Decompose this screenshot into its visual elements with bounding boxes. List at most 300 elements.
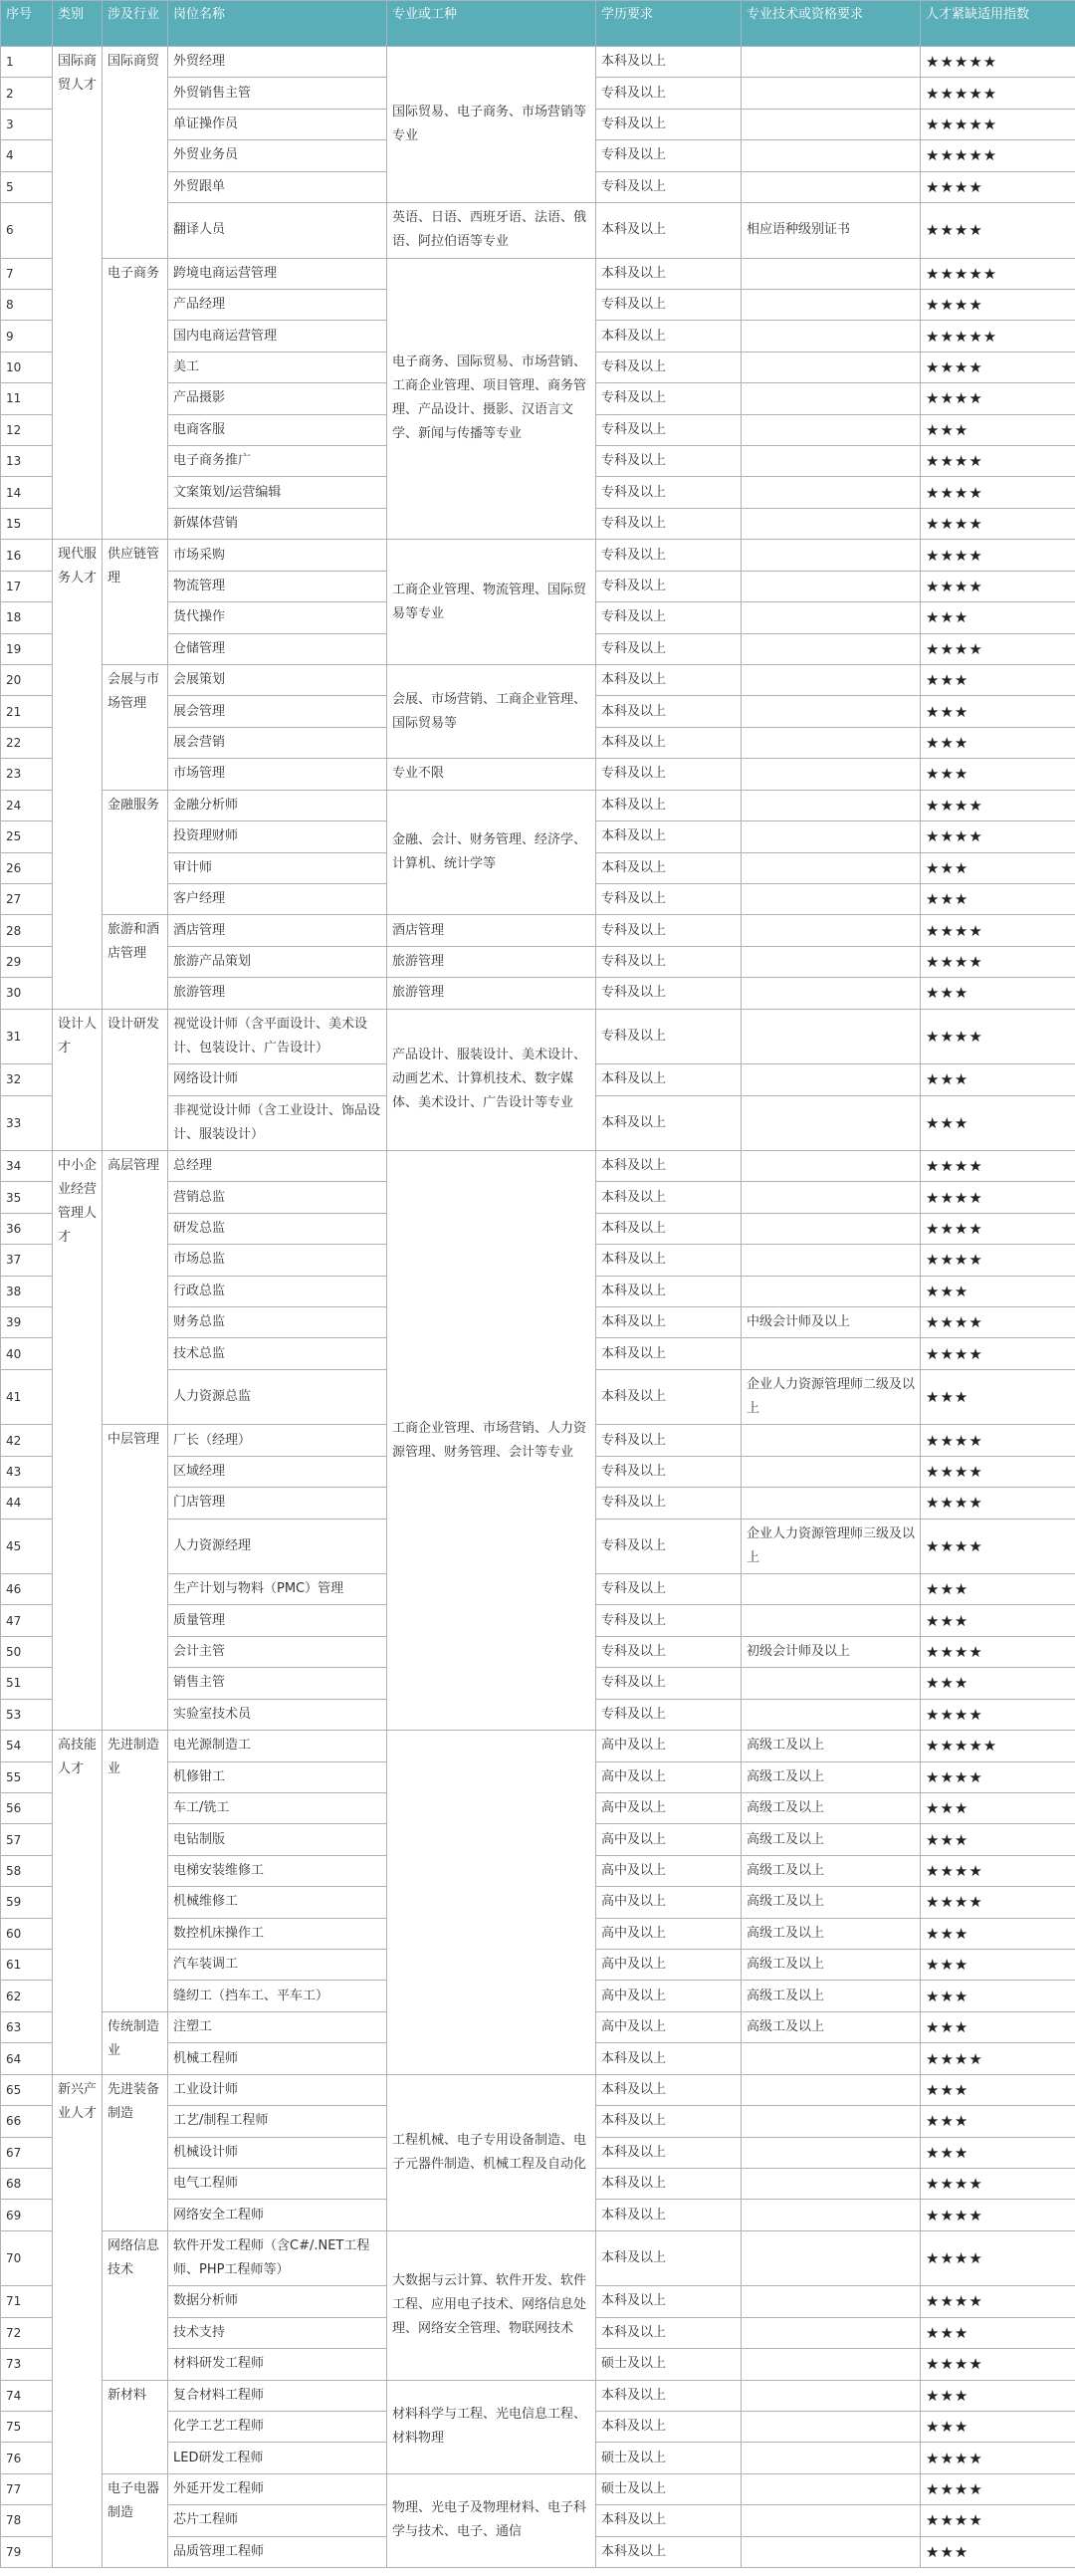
education-requirement: 专科及以上 [596,1699,742,1730]
position-name: 芯片工程师 [168,2505,387,2536]
industry-cell: 电子电器制造 [103,2473,168,2567]
position-name: 工艺/制程工程师 [168,2106,387,2137]
row-number: 26 [1,852,53,883]
table-row [1,258,1075,289]
education-requirement: 本科及以上 [596,2137,742,2168]
shortage-index-stars: ★★★★ [921,2169,1075,2200]
education-requirement: 本科及以上 [596,696,742,727]
position-name: 旅游管理 [168,978,387,1009]
header-certificate: 专业技术或资格要求 [742,1,921,47]
industry-cell: 会展与市场管理 [103,665,168,791]
certificate-requirement: 高级工及以上 [742,1731,921,1761]
position-name: 质量管理 [168,1605,387,1636]
shortage-index-stars: ★★★★ [921,2443,1075,2473]
certificate-requirement [742,2043,921,2074]
shortage-index-stars: ★★★★ [921,351,1075,382]
shortage-index-stars: ★★★★ [921,289,1075,320]
position-name: 文案策划/运营编辑 [168,477,387,508]
position-name: 区域经理 [168,1456,387,1487]
row-number: 30 [1,978,53,1009]
certificate-requirement [742,1456,921,1487]
shortage-index-stars: ★★★ [921,665,1075,696]
position-name: 电商客服 [168,414,387,445]
row-number: 64 [1,2043,53,2074]
certificate-requirement: 高级工及以上 [742,1761,921,1792]
certificate-requirement [742,571,921,601]
certificate-requirement: 高级工及以上 [742,2011,921,2042]
row-number: 24 [1,790,53,820]
certificate-requirement [742,665,921,696]
position-name: 技术总监 [168,1338,387,1369]
major-cell: 工商企业管理、物流管理、国际贸易等专业 [387,540,596,665]
certificate-requirement [742,1573,921,1604]
certificate-requirement [742,2349,921,2380]
education-requirement: 高中及以上 [596,1887,742,1918]
certificate-requirement [742,1338,921,1369]
certificate-requirement [742,1095,921,1150]
row-number: 44 [1,1488,53,1519]
position-name: 电钻制版 [168,1824,387,1855]
table-row [1,915,1075,946]
row-number: 70 [1,2230,53,2285]
shortage-index-stars: ★★★ [921,1950,1075,1981]
certificate-requirement [742,1276,921,1306]
shortage-index-stars: ★★★★★ [921,321,1075,351]
shortage-index-stars: ★★★★ [921,915,1075,946]
table-row [1,540,1075,571]
education-requirement: 专科及以上 [596,540,742,571]
industry-cell: 电子商务 [103,258,168,540]
position-name: 金融分析师 [168,790,387,820]
position-name: 单证操作员 [168,109,387,139]
industry-cell: 金融服务 [103,790,168,915]
position-name: 技术支持 [168,2317,387,2348]
row-number: 66 [1,2106,53,2137]
row-number: 17 [1,571,53,601]
major-cell [387,1731,596,2075]
shortage-index-stars: ★★★ [921,414,1075,445]
position-name: 电子商务推广 [168,446,387,477]
position-name: 网络设计师 [168,1064,387,1095]
industry-cell: 国际商贸 [103,47,168,259]
shortage-index-stars: ★★★★ [921,1456,1075,1487]
position-name: 外贸经理 [168,47,387,78]
position-name: 审计师 [168,852,387,883]
shortage-index-stars: ★★★★★ [921,1731,1075,1761]
position-name: 材料研发工程师 [168,2349,387,2380]
row-number: 18 [1,602,53,633]
position-name: 酒店管理 [168,915,387,946]
position-name: 跨境电商运营管理 [168,258,387,289]
shortage-index-stars: ★★★★ [921,790,1075,820]
certificate-requirement [742,2536,921,2567]
major-cell: 工程机械、电子专用设备制造、电子元器件制造、机械工程及自动化 [387,2074,596,2230]
position-name: 机械设计师 [168,2137,387,2168]
position-name: 工业设计师 [168,2074,387,2105]
shortage-index-stars: ★★★★ [921,1307,1075,1338]
certificate-requirement [742,351,921,382]
row-number: 63 [1,2011,53,2042]
position-name: 厂长（经理） [168,1425,387,1456]
position-name: 行政总监 [168,1276,387,1306]
row-number: 51 [1,1668,53,1699]
certificate-requirement: 高级工及以上 [742,1855,921,1886]
major-cell: 材料科学与工程、光电信息工程、材料物理 [387,2380,596,2473]
row-number: 68 [1,2169,53,2200]
education-requirement: 本科及以上 [596,1369,742,1424]
certificate-requirement: 相应语种级别证书 [742,203,921,258]
education-requirement: 专科及以上 [596,1488,742,1519]
position-name: 外贸业务员 [168,140,387,171]
certificate-requirement [742,915,921,946]
position-name: 网络安全工程师 [168,2200,387,2230]
table-row [1,2380,1075,2411]
row-number: 54 [1,1731,53,1761]
position-name: 翻译人员 [168,203,387,258]
education-requirement: 专科及以上 [596,78,742,109]
education-requirement: 专科及以上 [596,633,742,664]
certificate-requirement [742,258,921,289]
shortage-index-stars: ★★★★ [921,171,1075,202]
shortage-index-stars: ★★★ [921,1824,1075,1855]
shortage-index-stars: ★★★★ [921,446,1075,477]
row-number: 53 [1,1699,53,1730]
row-number: 9 [1,321,53,351]
certificate-requirement: 高级工及以上 [742,1950,921,1981]
row-number: 8 [1,289,53,320]
category-cell: 国际商贸人才 [53,47,103,540]
category-cell: 新兴产业人才 [53,2074,103,2567]
row-number: 58 [1,1855,53,1886]
shortage-index-stars: ★★★ [921,2137,1075,2168]
shortage-index-stars: ★★★★ [921,1338,1075,1369]
shortage-index-stars: ★★★★ [921,633,1075,664]
certificate-requirement [742,2169,921,2200]
position-name: 产品经理 [168,289,387,320]
education-requirement: 专科及以上 [596,508,742,539]
row-number: 62 [1,1981,53,2011]
table-row [1,790,1075,820]
position-name: 机械工程师 [168,2043,387,2074]
shortage-index-stars: ★★★★ [921,1519,1075,1573]
certificate-requirement: 中级会计师及以上 [742,1307,921,1338]
position-name: 货代操作 [168,602,387,633]
shortage-index-stars: ★★★★ [921,2473,1075,2504]
shortage-index-stars: ★★★ [921,602,1075,633]
education-requirement: 本科及以上 [596,47,742,78]
education-requirement: 专科及以上 [596,759,742,790]
row-number: 19 [1,633,53,664]
table-row [1,1731,1075,1761]
certificate-requirement [742,321,921,351]
education-requirement: 专科及以上 [596,1456,742,1487]
certificate-requirement [742,790,921,820]
industry-cell: 供应链管理 [103,540,168,665]
row-number: 11 [1,383,53,414]
shortage-index-stars: ★★★★ [921,1855,1075,1886]
education-requirement: 专科及以上 [596,915,742,946]
major-cell: 专业不限 [387,759,596,790]
certificate-requirement [742,2380,921,2411]
shortage-index-stars: ★★★★ [921,821,1075,852]
certificate-requirement [742,2230,921,2285]
category-cell: 中小企业经营管理人才 [53,1150,103,1730]
education-requirement: 专科及以上 [596,140,742,171]
position-name: 展会管理 [168,696,387,727]
position-name: 缝纫工（挡车工、平车工） [168,1981,387,2011]
table-row [1,665,1075,696]
shortage-index-stars: ★★★ [921,2411,1075,2442]
row-number: 37 [1,1245,53,1276]
row-number: 55 [1,1761,53,1792]
row-number: 38 [1,1276,53,1306]
row-number: 77 [1,2473,53,2504]
shortage-index-stars: ★★★ [921,1369,1075,1424]
position-name: 化学工艺工程师 [168,2411,387,2442]
row-number: 4 [1,140,53,171]
position-name: 汽车装调工 [168,1950,387,1981]
row-number: 61 [1,1950,53,1981]
position-name: 外贸跟单 [168,171,387,202]
position-name: LED研发工程师 [168,2443,387,2473]
position-name: 机修钳工 [168,1761,387,1792]
row-number: 67 [1,2137,53,2168]
major-cell: 旅游管理 [387,978,596,1009]
certificate-requirement [742,2317,921,2348]
major-cell: 工商企业管理、市场营销、人力资源管理、财务管理、会计等专业 [387,1150,596,1730]
shortage-index-stars: ★★★★ [921,2349,1075,2380]
header-industry: 涉及行业 [103,1,168,47]
category-cell: 现代服务人才 [53,540,103,1009]
education-requirement: 本科及以上 [596,665,742,696]
major-cell: 酒店管理 [387,915,596,946]
shortage-index-stars: ★★★★ [921,1699,1075,1730]
row-number: 35 [1,1182,53,1213]
header-no: 序号 [1,1,53,47]
education-requirement: 专科及以上 [596,978,742,1009]
certificate-requirement [742,1245,921,1276]
certificate-requirement [742,47,921,78]
major-cell: 电子商务、国际贸易、市场营销、工商企业管理、项目管理、商务管理、产品设计、摄影、汉语言文学、新闻与传播等专业 [387,258,596,540]
education-requirement: 本科及以上 [596,1064,742,1095]
header-row [1,1,1075,47]
row-number: 20 [1,665,53,696]
education-requirement: 专科及以上 [596,1425,742,1456]
shortage-index-stars: ★★★★ [921,1213,1075,1244]
row-number: 73 [1,2349,53,2380]
education-requirement: 本科及以上 [596,321,742,351]
position-name: 市场采购 [168,540,387,571]
shortage-index-stars: ★★★★ [921,2043,1075,2074]
shortage-index-stars: ★★★★ [921,1009,1075,1063]
education-requirement: 本科及以上 [596,2074,742,2105]
education-requirement: 专科及以上 [596,571,742,601]
certificate-requirement [742,2505,921,2536]
education-requirement: 高中及以上 [596,1761,742,1792]
header-shortage-index: 人才紧缺适用指数 [921,1,1075,47]
education-requirement: 本科及以上 [596,1095,742,1150]
position-name: 软件开发工程师（含C#/.NET工程师、PHP工程师等） [168,2230,387,2285]
shortage-index-stars: ★★★★ [921,1761,1075,1792]
education-requirement: 本科及以上 [596,727,742,758]
shortage-index-stars: ★★★★ [921,477,1075,508]
row-number: 29 [1,946,53,977]
row-number: 41 [1,1369,53,1424]
major-cell: 会展、市场营销、工商企业管理、国际贸易等 [387,665,596,759]
header-position: 岗位名称 [168,1,387,47]
education-requirement: 本科及以上 [596,1276,742,1306]
certificate-requirement [742,759,921,790]
education-requirement: 专科及以上 [596,1668,742,1699]
shortage-index-stars: ★★★ [921,1064,1075,1095]
certificate-requirement [742,1150,921,1181]
certificate-requirement [742,883,921,914]
row-number: 46 [1,1573,53,1604]
industry-cell: 旅游和酒店管理 [103,915,168,1009]
table-row [1,2074,1075,2105]
certificate-requirement [742,1668,921,1699]
row-number: 10 [1,351,53,382]
row-number: 34 [1,1150,53,1181]
position-name: 数据分析师 [168,2286,387,2317]
shortage-index-stars: ★★★ [921,852,1075,883]
position-name: 会计主管 [168,1636,387,1667]
shortage-index-stars: ★★★ [921,2011,1075,2042]
row-number: 25 [1,821,53,852]
shortage-index-stars: ★★★★★ [921,258,1075,289]
shortage-index-stars: ★★★ [921,978,1075,1009]
certificate-requirement [742,540,921,571]
shortage-index-stars: ★★★ [921,727,1075,758]
certificate-requirement: 企业人力资源管理师二级及以上 [742,1369,921,1424]
certificate-requirement [742,109,921,139]
position-name: 市场管理 [168,759,387,790]
row-number: 1 [1,47,53,78]
certificate-requirement [742,2106,921,2137]
education-requirement: 本科及以上 [596,2106,742,2137]
shortage-index-stars: ★★★ [921,696,1075,727]
shortage-index-stars: ★★★ [921,1605,1075,1636]
certificate-requirement [742,1009,921,1063]
position-name: 客户经理 [168,883,387,914]
category-cell: 设计人才 [53,1009,103,1150]
row-number: 33 [1,1095,53,1150]
table-body [1,47,1075,2568]
row-number: 27 [1,883,53,914]
industry-cell: 设计研发 [103,1009,168,1150]
shortage-index-stars: ★★★ [921,1792,1075,1823]
certificate-requirement [742,2200,921,2230]
row-number: 32 [1,1064,53,1095]
shortage-index-stars: ★★★ [921,1981,1075,2011]
industry-cell: 中层管理 [103,1425,168,1731]
certificate-requirement [742,978,921,1009]
row-number: 13 [1,446,53,477]
row-number: 40 [1,1338,53,1369]
certificate-requirement: 企业人力资源管理师三级及以上 [742,1519,921,1573]
education-requirement: 高中及以上 [596,1824,742,1855]
row-number: 36 [1,1213,53,1244]
education-requirement: 专科及以上 [596,1605,742,1636]
row-number: 31 [1,1009,53,1063]
education-requirement: 专科及以上 [596,383,742,414]
shortage-index-stars: ★★★★★ [921,109,1075,139]
row-number: 5 [1,171,53,202]
shortage-index-stars: ★★★★ [921,203,1075,258]
position-name: 人力资源总监 [168,1369,387,1424]
row-number: 12 [1,414,53,445]
table-row [1,1150,1075,1181]
certificate-requirement [742,1699,921,1730]
shortage-index-stars: ★★★ [921,1573,1075,1604]
certificate-requirement: 高级工及以上 [742,1792,921,1823]
certificate-requirement [742,1182,921,1213]
education-requirement: 专科及以上 [596,109,742,139]
certificate-requirement [742,414,921,445]
position-name: 研发总监 [168,1213,387,1244]
row-number: 45 [1,1519,53,1573]
shortage-index-stars: ★★★★ [921,1636,1075,1667]
education-requirement: 专科及以上 [596,414,742,445]
education-requirement: 本科及以上 [596,790,742,820]
industry-cell: 高层管理 [103,1150,168,1424]
shortage-index-stars: ★★★ [921,1668,1075,1699]
certificate-requirement [742,508,921,539]
major-cell: 金融、会计、财务管理、经济学、计算机、统计学等 [387,790,596,915]
row-number: 21 [1,696,53,727]
education-requirement: 本科及以上 [596,2536,742,2567]
certificate-requirement [742,2074,921,2105]
row-number: 43 [1,1456,53,1487]
certificate-requirement [742,171,921,202]
row-number: 23 [1,759,53,790]
position-name: 人力资源经理 [168,1519,387,1573]
shortage-index-stars: ★★★★ [921,946,1075,977]
position-name: 电梯安装维修工 [168,1855,387,1886]
education-requirement: 本科及以上 [596,2505,742,2536]
education-requirement: 本科及以上 [596,2411,742,2442]
education-requirement: 专科及以上 [596,446,742,477]
industry-cell: 先进制造业 [103,1731,168,2012]
row-number: 59 [1,1887,53,1918]
education-requirement: 专科及以上 [596,1009,742,1063]
shortage-index-stars: ★★★ [921,2536,1075,2567]
certificate-requirement [742,696,921,727]
education-requirement: 硕士及以上 [596,2473,742,2504]
position-name: 数控机床操作工 [168,1918,387,1949]
position-name: 外延开发工程师 [168,2473,387,2504]
row-number: 14 [1,477,53,508]
shortage-index-stars: ★★★ [921,2106,1075,2137]
education-requirement: 本科及以上 [596,1307,742,1338]
education-requirement: 专科及以上 [596,351,742,382]
certificate-requirement [742,852,921,883]
header-category: 类别 [53,1,103,47]
education-requirement: 本科及以上 [596,2230,742,2285]
shortage-index-stars: ★★★★★ [921,47,1075,78]
row-number: 75 [1,2411,53,2442]
certificate-requirement [742,821,921,852]
certificate-requirement [742,727,921,758]
position-name: 视觉设计师（含平面设计、美术设计、包装设计、广告设计） [168,1009,387,1063]
row-number: 6 [1,203,53,258]
shortage-index-stars: ★★★★ [921,1425,1075,1456]
education-requirement: 本科及以上 [596,2317,742,2348]
position-name: 复合材料工程师 [168,2380,387,2411]
education-requirement: 本科及以上 [596,2169,742,2200]
position-name: 销售主管 [168,1668,387,1699]
position-name: 注塑工 [168,2011,387,2042]
